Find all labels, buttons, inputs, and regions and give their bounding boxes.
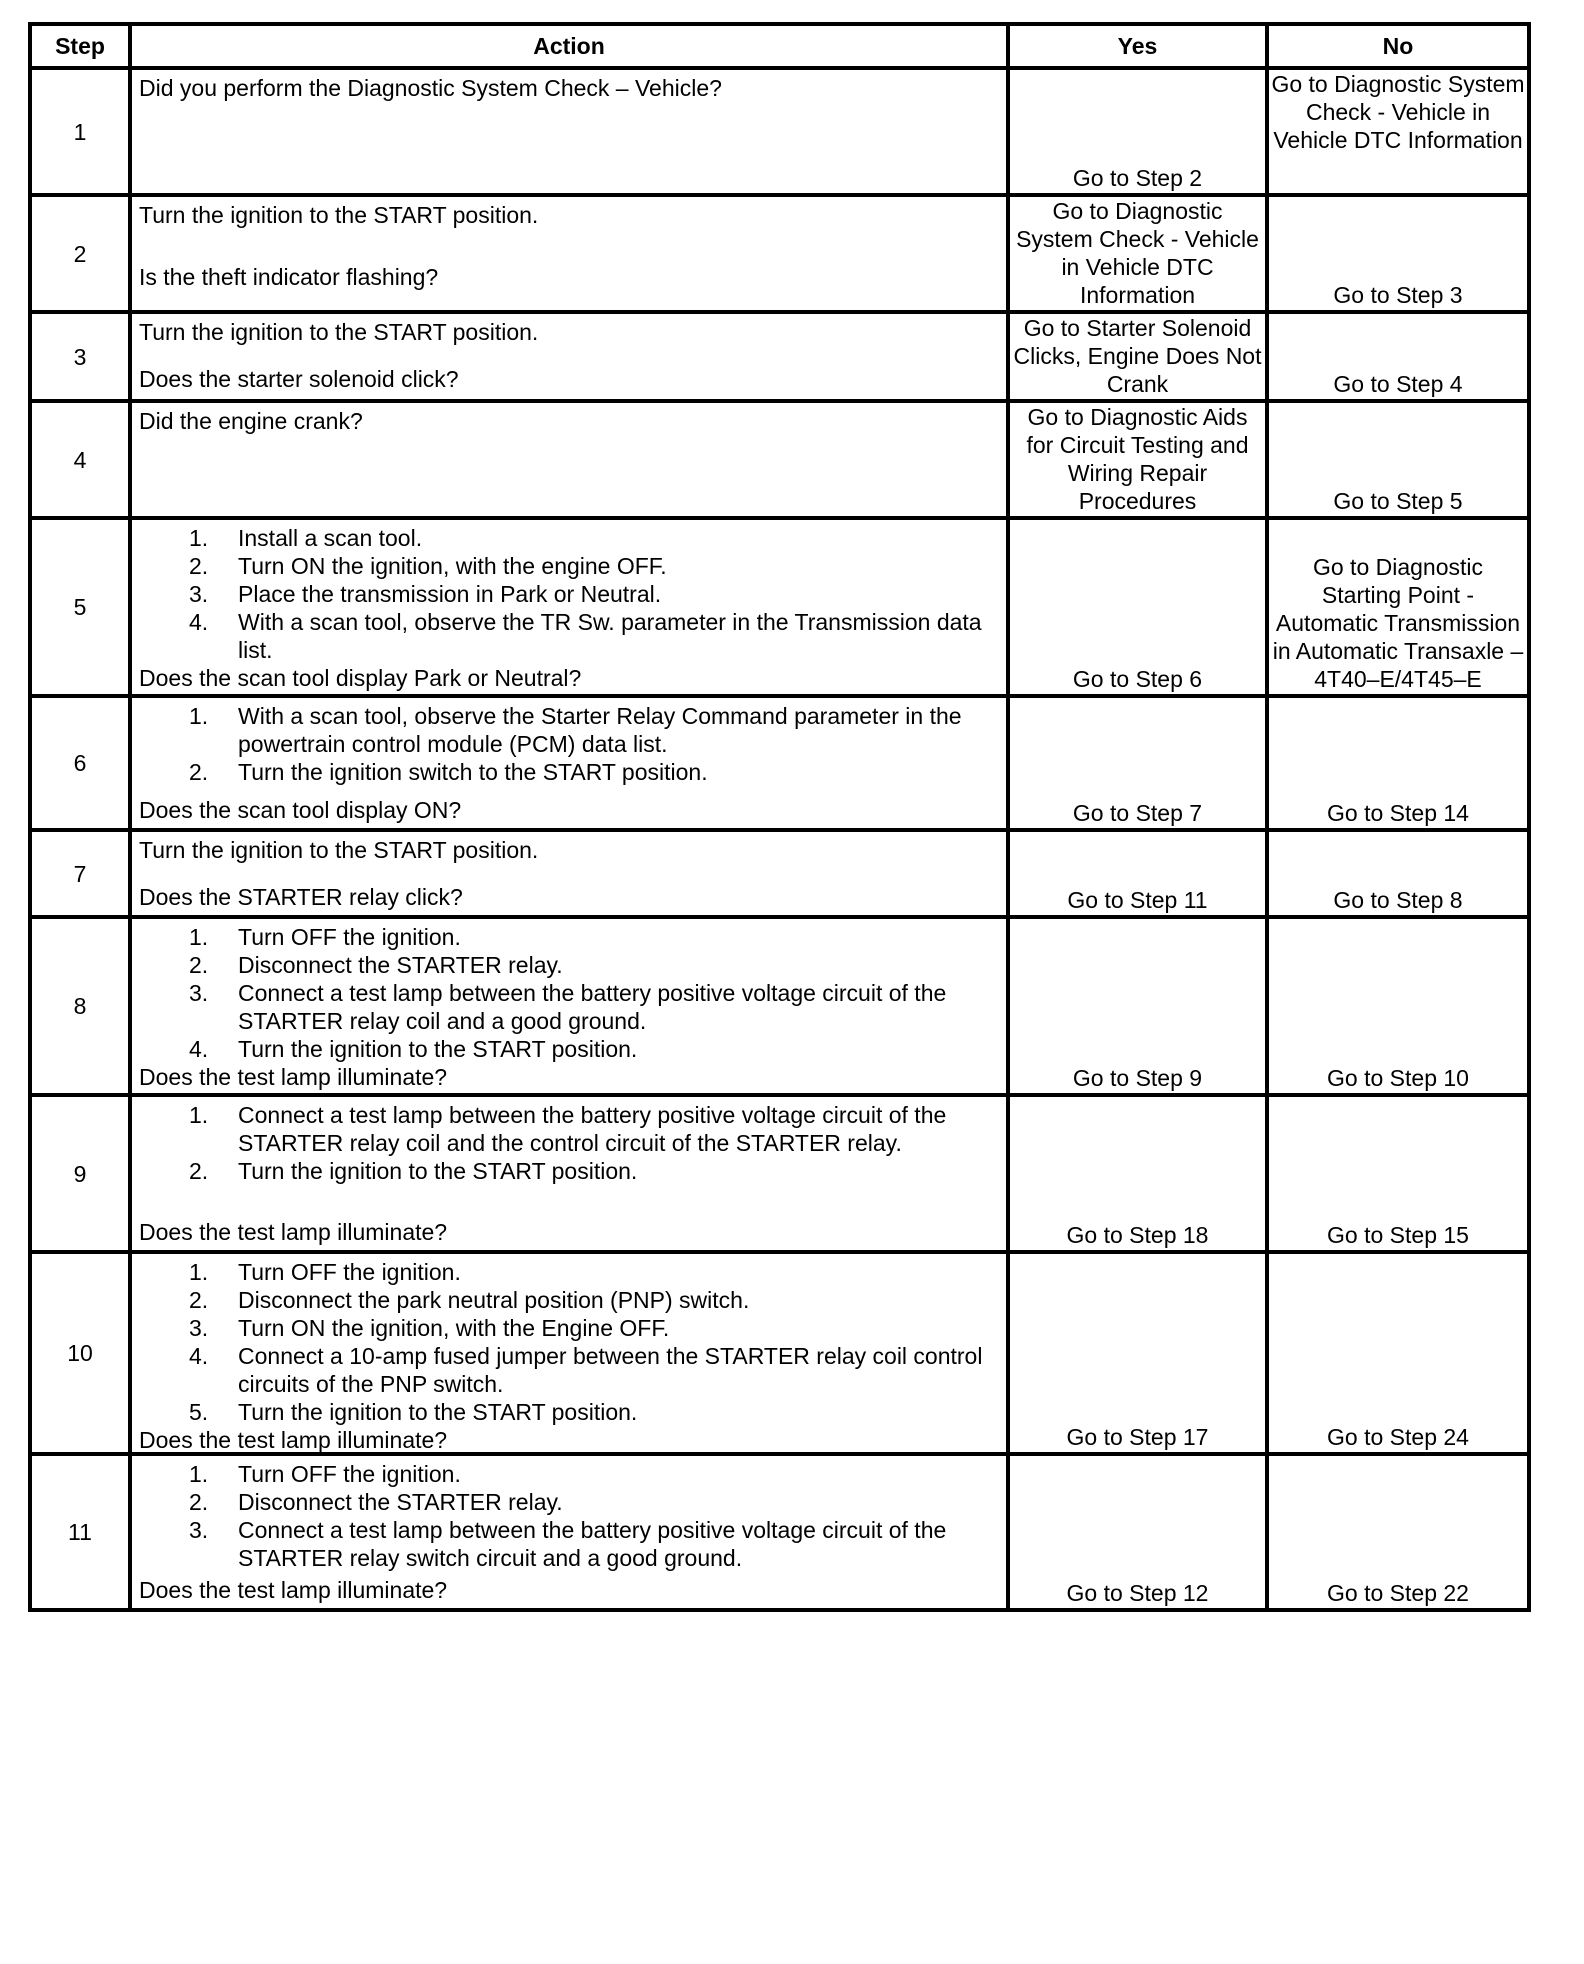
action-cell	[130, 401, 1008, 518]
yes-link[interactable]: Go to Step 6	[1072, 666, 1203, 692]
substep-number: 1.	[189, 1461, 209, 1487]
no-cell	[1267, 401, 1529, 518]
no-link[interactable]: Go to Step 3	[1333, 282, 1463, 308]
substep-item	[139, 758, 998, 786]
step-number: 1	[30, 68, 130, 195]
substep-text: Place the transmission in Park or Neutral.	[238, 581, 662, 607]
substep-text: Connect a test lamp between the battery positive voltage circuit of the STARTER relay coil and the control circuit of the STARTER relay.	[238, 1102, 947, 1156]
substep-text: Turn OFF the ignition.	[238, 1259, 461, 1285]
substep-text: With a scan tool, observe the Starter Relay Command parameter in the powertrain control module (PCM) data list.	[238, 703, 962, 757]
no-link[interactable]: Go to Step 4	[1333, 371, 1463, 397]
action-text: Did the engine crank?	[139, 408, 363, 434]
substep-number: 1.	[189, 1102, 209, 1128]
no-cell	[1267, 1454, 1529, 1610]
action-content	[132, 698, 1006, 824]
header-row	[30, 24, 1529, 68]
substep-list	[139, 1101, 998, 1185]
substep-item	[139, 1286, 998, 1314]
substep-number: 4.	[189, 1343, 209, 1369]
step-number: 4	[30, 401, 130, 518]
yes-cell	[1008, 68, 1267, 195]
action-question: Does the test lamp illuminate?	[139, 1219, 448, 1245]
no-cell	[1267, 518, 1529, 696]
no-link[interactable]: Go to Diagnostic Starting Point - Automatic Transmission in Automatic Transaxle – 4T40–E/4T45–E	[1272, 554, 1524, 692]
substep-item	[139, 1035, 998, 1063]
substep-item	[139, 923, 998, 951]
step-number: 7	[30, 830, 130, 917]
header-yes: Yes	[1008, 24, 1267, 68]
action-cell	[130, 312, 1008, 401]
substep-item	[139, 979, 998, 1035]
substep-number: 1.	[189, 1259, 209, 1285]
substep-number: 1.	[189, 703, 209, 729]
yes-link[interactable]: Go to Step 17	[1066, 1424, 1209, 1450]
no-link[interactable]: Go to Step 15	[1327, 1222, 1469, 1248]
no-link[interactable]: Go to Step 5	[1333, 488, 1463, 514]
table-row	[30, 917, 1529, 1095]
substep-list	[139, 702, 998, 786]
substep-item	[139, 1157, 998, 1185]
substep-item	[139, 1488, 998, 1516]
action-instructions	[139, 318, 998, 346]
yes-cell	[1008, 830, 1267, 917]
substep-text: Turn the ignition to the START position.	[238, 1036, 638, 1062]
step-number: 5	[30, 518, 130, 696]
action-cell	[130, 696, 1008, 830]
substep-text: Turn OFF the ignition.	[238, 1461, 461, 1487]
action-question: Is the theft indicator flashing?	[139, 264, 439, 290]
yes-cell	[1008, 1252, 1267, 1454]
action-text: Turn the ignition to the START position.	[139, 202, 539, 228]
substep-list	[139, 1460, 998, 1572]
substep-number: 2.	[189, 1489, 209, 1515]
action-cell	[130, 1252, 1008, 1454]
action-content	[132, 197, 1006, 291]
substep-item	[139, 702, 998, 758]
header-no: No	[1267, 24, 1529, 68]
step-number: 3	[30, 312, 130, 401]
action-text: Turn the ignition to the START position.	[139, 837, 539, 863]
substep-text: Turn ON the ignition, with the engine OFF.	[238, 553, 667, 579]
substep-item	[139, 608, 998, 664]
substep-item	[139, 1314, 998, 1342]
action-text: Turn the ignition to the START position.	[139, 319, 539, 345]
yes-link[interactable]: Go to Step 7	[1072, 800, 1203, 826]
table-header	[30, 24, 1529, 68]
no-cell	[1267, 830, 1529, 917]
yes-cell	[1008, 917, 1267, 1095]
action-question: Does the test lamp illuminate?	[139, 1064, 448, 1090]
step-number: 8	[30, 917, 130, 1095]
action-content	[132, 832, 1006, 911]
action-instructions	[139, 524, 998, 664]
substep-number: 4.	[189, 609, 209, 635]
no-link[interactable]: Go to Step 8	[1333, 887, 1463, 913]
action-instructions	[139, 1101, 998, 1185]
action-content	[132, 403, 1006, 496]
yes-cell	[1008, 1454, 1267, 1610]
substep-item	[139, 1342, 998, 1398]
action-instructions	[139, 923, 998, 1063]
action-question: Does the scan tool display ON?	[139, 797, 462, 823]
action-content	[132, 919, 1006, 1089]
step-number: 9	[30, 1095, 130, 1252]
no-link[interactable]: Go to Step 10	[1327, 1065, 1469, 1091]
substep-number: 4.	[189, 1036, 209, 1062]
header-action: Action	[130, 24, 1008, 68]
step-number: 6	[30, 696, 130, 830]
action-instructions	[139, 702, 998, 786]
yes-link[interactable]: Go to Step 11	[1067, 887, 1208, 913]
yes-link[interactable]: Go to Step 12	[1066, 1580, 1209, 1606]
yes-cell	[1008, 518, 1267, 696]
yes-cell	[1008, 195, 1267, 312]
yes-link[interactable]: Go to Diagnostic Aids for Circuit Testing and Wiring Repair Procedures	[1026, 404, 1249, 514]
action-cell	[130, 518, 1008, 696]
substep-text: Connect a test lamp between the battery positive voltage circuit of the STARTER relay switch circuit and a good ground.	[238, 1517, 947, 1571]
action-content	[132, 314, 1006, 393]
substep-item	[139, 580, 998, 608]
substep-number: 2.	[189, 952, 209, 978]
substep-list	[139, 524, 998, 664]
action-content	[132, 1097, 1006, 1246]
action-content	[132, 1456, 1006, 1604]
action-question: Does the starter solenoid click?	[139, 366, 459, 392]
action-text: Did you perform the Diagnostic System Check – Vehicle?	[139, 75, 722, 101]
substep-item	[139, 524, 998, 552]
yes-link[interactable]: Go to Starter Solenoid Clicks, Engine Does Not Crank	[1013, 315, 1262, 397]
table-row	[30, 1454, 1529, 1610]
substep-item	[139, 1516, 998, 1572]
substep-item	[139, 951, 998, 979]
substep-number: 2.	[189, 553, 209, 579]
action-instructions	[139, 407, 998, 435]
substep-text: Connect a 10-amp fused jumper between the STARTER relay coil control circuits of the PNP switch.	[238, 1343, 983, 1397]
yes-link[interactable]: Go to Diagnostic System Check - Vehicle in Vehicle DTC Information	[1016, 198, 1259, 308]
action-content	[132, 70, 1006, 189]
step-number: 2	[30, 195, 130, 312]
substep-number: 2.	[189, 1158, 209, 1184]
substep-text: With a scan tool, observe the TR Sw. parameter in the Transmission data list.	[238, 609, 982, 663]
substep-number: 3.	[189, 581, 209, 607]
substep-item	[139, 552, 998, 580]
yes-cell	[1008, 1095, 1267, 1252]
table-row	[30, 401, 1529, 518]
action-instructions	[139, 74, 998, 102]
action-cell	[130, 830, 1008, 917]
no-link[interactable]: Go to Step 24	[1327, 1424, 1469, 1450]
substep-item	[139, 1101, 998, 1157]
step-number: 11	[30, 1454, 130, 1610]
table-row	[30, 68, 1529, 195]
substep-text: Turn OFF the ignition.	[238, 924, 461, 950]
table-body	[30, 68, 1529, 1610]
action-instructions	[139, 836, 998, 864]
table-row	[30, 1095, 1529, 1252]
action-question: Does the scan tool display Park or Neutral?	[139, 665, 582, 691]
no-cell	[1267, 312, 1529, 401]
yes-cell	[1008, 401, 1267, 518]
no-cell	[1267, 917, 1529, 1095]
action-cell	[130, 1095, 1008, 1252]
table-row	[30, 696, 1529, 830]
substep-text: Connect a test lamp between the battery positive voltage circuit of the STARTER relay coil and a good ground.	[238, 980, 947, 1034]
substep-number: 5.	[189, 1399, 209, 1425]
yes-cell	[1008, 696, 1267, 830]
yes-cell	[1008, 312, 1267, 401]
substep-text: Turn the ignition to the START position.	[238, 1158, 638, 1184]
substep-list	[139, 1258, 998, 1426]
header-step: Step	[30, 24, 130, 68]
no-cell	[1267, 1252, 1529, 1454]
action-question: Does the STARTER relay click?	[139, 884, 463, 910]
substep-text: Turn the ignition switch to the START position.	[238, 759, 708, 785]
no-cell	[1267, 68, 1529, 195]
table-row	[30, 830, 1529, 917]
no-link[interactable]: Go to Step 22	[1327, 1580, 1469, 1606]
no-cell	[1267, 195, 1529, 312]
yes-link[interactable]: Go to Step 18	[1066, 1222, 1209, 1248]
substep-text: Turn the ignition to the START position.	[238, 1399, 638, 1425]
substep-item	[139, 1398, 998, 1426]
action-content	[132, 520, 1006, 690]
table-row	[30, 312, 1529, 401]
substep-item	[139, 1460, 998, 1488]
no-cell	[1267, 1095, 1529, 1252]
action-cell	[130, 1454, 1008, 1610]
substep-number: 3.	[189, 980, 209, 1006]
action-instructions	[139, 1258, 998, 1426]
substep-text: Disconnect the STARTER relay.	[238, 952, 563, 978]
substep-list	[139, 923, 998, 1063]
action-question: Does the test lamp illuminate?	[139, 1427, 448, 1453]
action-cell	[130, 195, 1008, 312]
substep-number: 2.	[189, 1287, 209, 1313]
table-row	[30, 1252, 1529, 1454]
table-row	[30, 518, 1529, 696]
diagnostic-table	[28, 22, 1531, 1612]
no-cell	[1267, 696, 1529, 830]
substep-text: Disconnect the park neutral position (PNP) switch.	[238, 1287, 750, 1313]
substep-number: 3.	[189, 1315, 209, 1341]
action-instructions	[139, 201, 998, 229]
substep-item	[139, 1258, 998, 1286]
action-instructions	[139, 1460, 998, 1572]
substep-number: 2.	[189, 759, 209, 785]
substep-number: 1.	[189, 525, 209, 551]
table-row	[30, 195, 1529, 312]
yes-link[interactable]: Go to Step 9	[1072, 1065, 1203, 1091]
substep-number: 3.	[189, 1517, 209, 1543]
substep-text: Disconnect the STARTER relay.	[238, 1489, 563, 1515]
action-question: Does the test lamp illuminate?	[139, 1577, 448, 1603]
no-link[interactable]: Go to Step 14	[1327, 800, 1469, 826]
action-content	[132, 1254, 1006, 1453]
yes-link[interactable]: Go to Step 2	[1072, 165, 1203, 191]
substep-text: Install a scan tool.	[238, 525, 423, 551]
action-cell	[130, 68, 1008, 195]
substep-text: Turn ON the ignition, with the Engine OFF.	[238, 1315, 670, 1341]
action-cell	[130, 917, 1008, 1095]
no-link[interactable]: Go to Diagnostic System Check - Vehicle in Vehicle DTC Information	[1271, 71, 1525, 153]
substep-number: 1.	[189, 924, 209, 950]
step-number: 10	[30, 1252, 130, 1454]
